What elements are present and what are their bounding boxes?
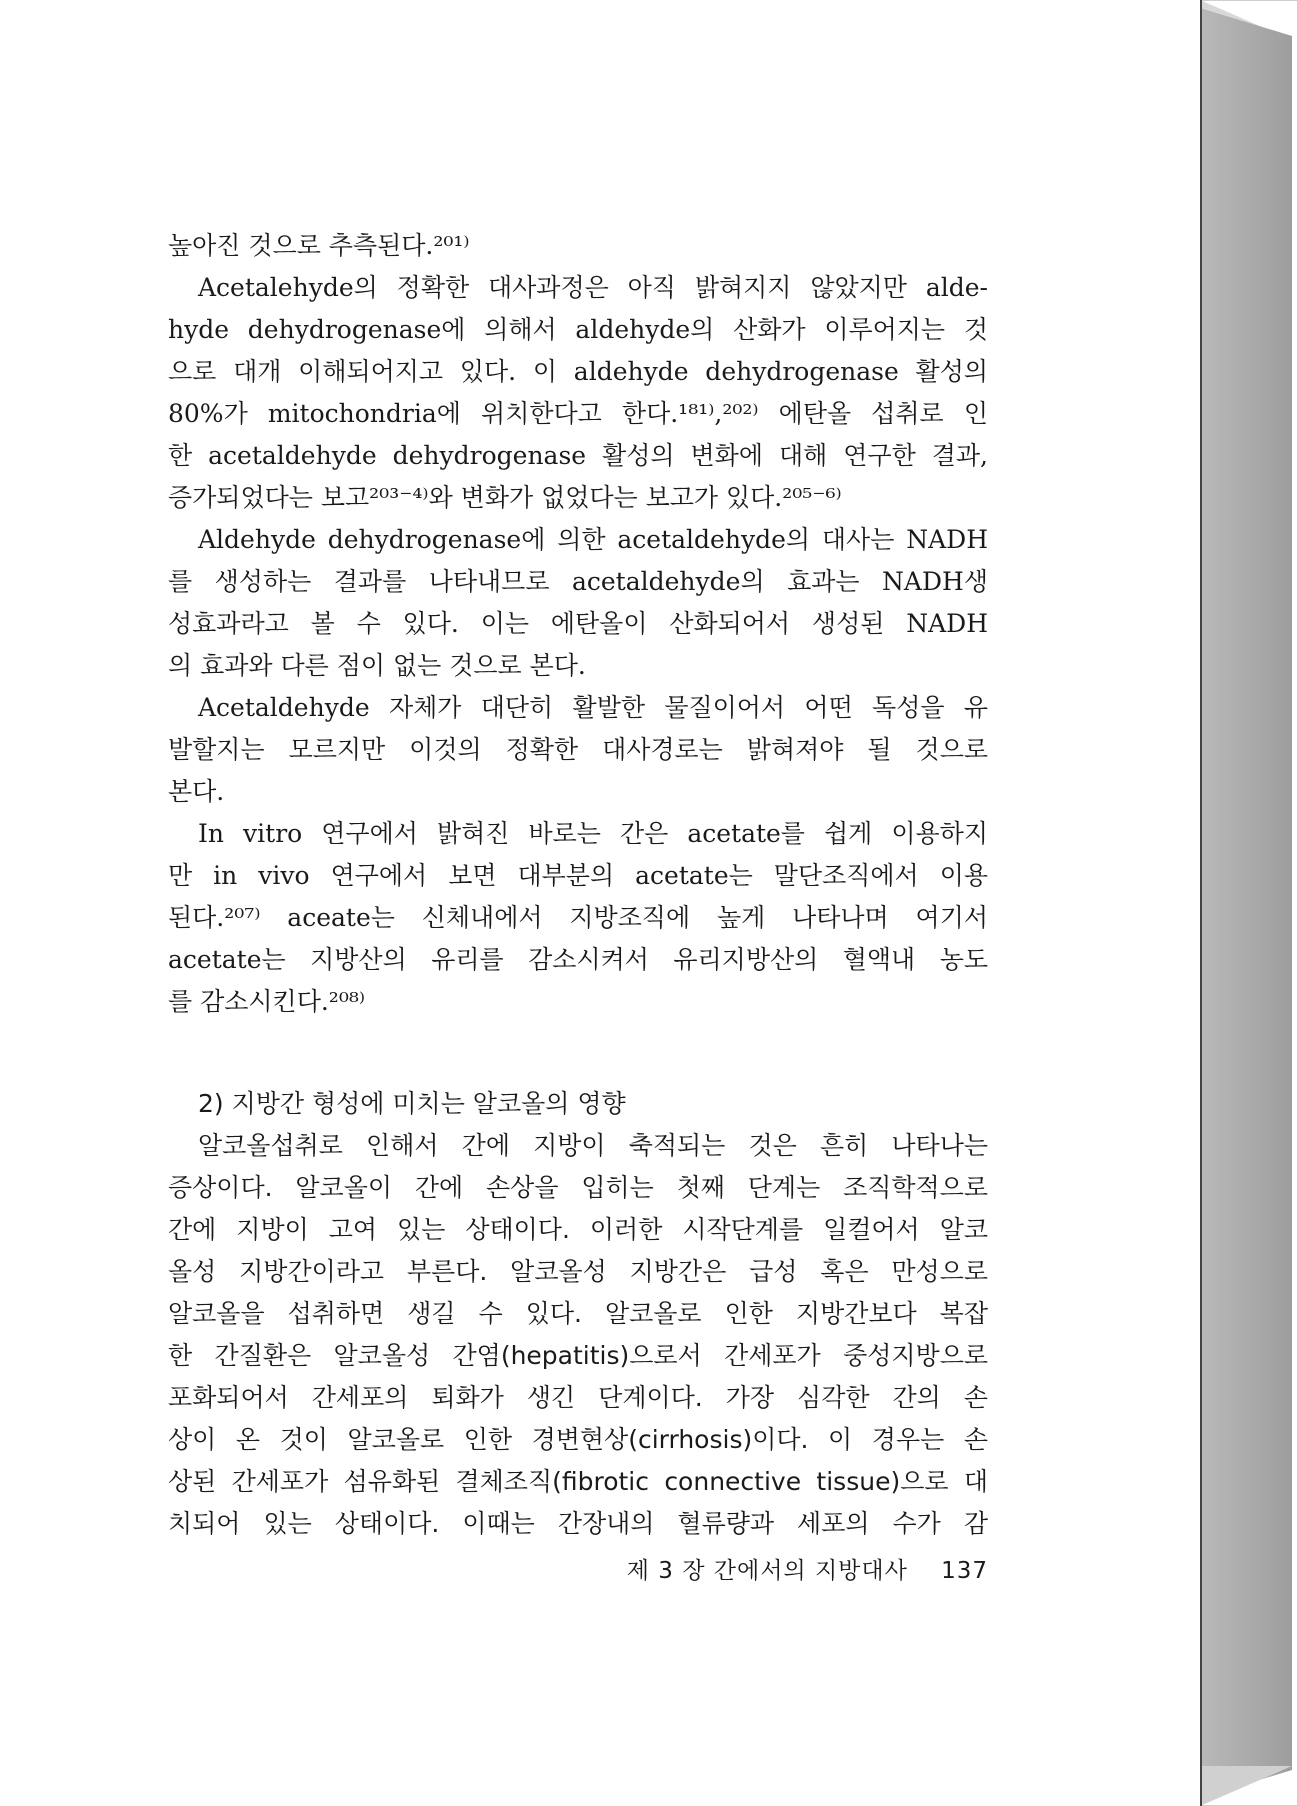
section-heading: 2) 지방간 형성에 미치는 알코올의 영향 (198, 1089, 626, 1118)
text-line: 간에 지방이 고여 있는 상태이다. 이러한 시작단계를 일컬어서 알코 (168, 1215, 988, 1244)
text-line: 성효과라고 볼 수 있다. 이는 에탄올이 산화되어서 생성된 NADH (168, 609, 988, 638)
text-line: 상된 간세포가 섬유화된 결체조직(fibrotic connective tissue)으로 대 (168, 1467, 988, 1496)
text-line: 의 효과와 다른 점이 없는 것으로 본다. (168, 651, 586, 680)
text-line: Acetalehyde의 정확한 대사과정은 아직 밝혀지지 않았지만 alde- (198, 273, 988, 302)
text-line: 본다. (168, 777, 225, 806)
text-line: 알코올을 섭취하면 생길 수 있다. 알코올로 인한 지방간보다 복잡 (168, 1299, 988, 1328)
text-line: acetate는 지방산의 유리를 감소시켜서 유리지방산의 혈액내 농도 (168, 945, 988, 974)
text-line: 알코올섭취로 인해서 간에 지방이 축적되는 것은 흔히 나타나는 (198, 1131, 988, 1160)
section-acetaldehyde (168, 225, 988, 1023)
page-number: 137 (941, 1558, 988, 1584)
chapter-title: 제 3 장 간에서의 지방대사 (626, 1558, 908, 1584)
text-line: 증상이다. 알코올이 간에 손상을 입히는 첫째 단계는 조직학적으로 (168, 1173, 988, 1202)
text-line: 으로 대개 이해되어지고 있다. 이 aldehyde dehydrogenase 활성의 (168, 357, 988, 386)
text-line: Acetaldehyde 자체가 대단히 활발한 물질이어서 어떤 독성을 유 (198, 693, 988, 722)
text-line: In vitro 연구에서 밝혀진 바로는 간은 acetate를 쉽게 이용하지 (198, 819, 988, 848)
text-line: 된다.²⁰⁷⁾ aceate는 신체내에서 지방조직에 높게 나타나며 여기서 (168, 903, 988, 932)
text-line: 한 간질환은 알코올성 간염(hepatitis)으로서 간세포가 중성지방으로 (168, 1341, 988, 1370)
text-line: Aldehyde dehydrogenase에 의한 acetaldehyde의 대사는 NADH (198, 525, 988, 554)
text-line: 만 in vivo 연구에서 보면 대부분의 acetate는 말단조직에서 이용 (168, 861, 988, 890)
book-spine-side (1200, 8, 1292, 1798)
text-line: 한 acetaldehyde dehydrogenase 활성의 변화에 대해 연구한 결과, (168, 441, 988, 470)
text-line: 발할지는 모르지만 이것의 정확한 대사경로는 밝혀져야 될 것으로 (168, 735, 988, 764)
running-footer (608, 1552, 988, 1585)
text-line: 포화되어서 간세포의 퇴화가 생긴 단계이다. 가장 심각한 간의 손 (168, 1383, 988, 1412)
page-body (168, 225, 988, 1545)
text-line: 올성 지방간이라고 부른다. 알코올성 지방간은 급성 혹은 만성으로 (168, 1257, 988, 1286)
text-line: 를 생성하는 결과를 나타내므로 acetaldehyde의 효과는 NADH생 (168, 567, 988, 596)
text-line: 80%가 mitochondria에 위치한다고 한다.¹⁸¹⁾,²⁰²⁾ 에탄올 섭취로 인 (168, 399, 988, 428)
section-fatty-liver (168, 1125, 988, 1545)
text-line: 상이 온 것이 알코올로 인한 경변현상(cirrhosis)이다. 이 경우는 손 (168, 1425, 988, 1454)
section-gap (168, 1023, 988, 1083)
text-line: 증가되었다는 보고²⁰³⁻⁴⁾와 변화가 없었다는 보고가 있다.²⁰⁵⁻⁶⁾ (168, 483, 842, 512)
text-line: hyde dehydrogenase에 의해서 aldehyde의 산화가 이루어지는 것 (168, 315, 988, 344)
text-line: 를 감소시킨다.²⁰⁸⁾ (168, 987, 366, 1016)
text-line: 높아진 것으로 추측된다.²⁰¹⁾ (168, 231, 470, 260)
text-line: 치되어 있는 상태이다. 이때는 간장내의 혈류량과 세포의 수가 감 (168, 1509, 988, 1538)
